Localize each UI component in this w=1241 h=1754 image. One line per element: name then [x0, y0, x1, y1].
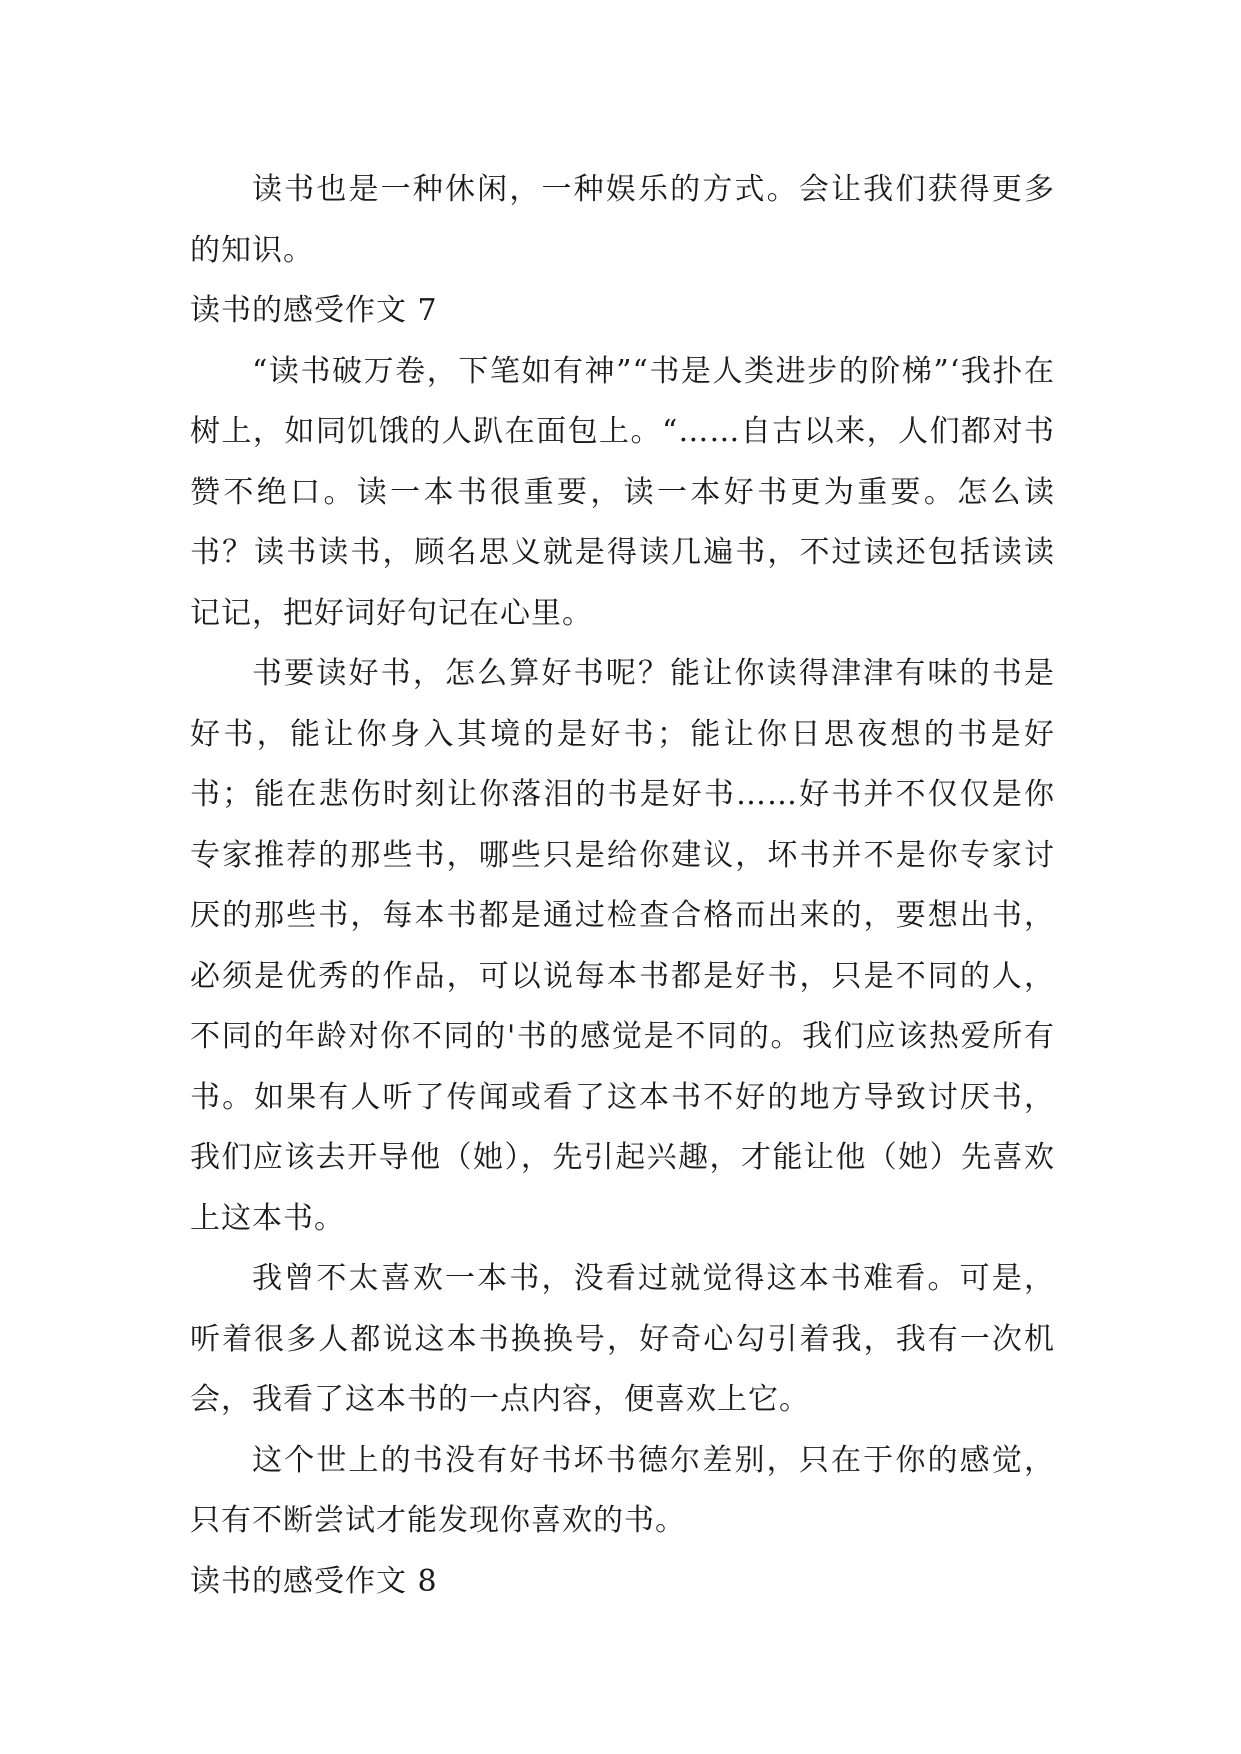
paragraph: 这个世上的书没有好书坏书德尔差别，只在于你的感觉，只有不断尝试才能发现你喜欢的书。	[190, 1442, 1055, 1538]
section-heading: 读书的感受作文 7	[190, 293, 438, 328]
section-heading: 读书的感受作文 8	[190, 1563, 438, 1599]
paragraph: 书要读好书，怎么算好书呢？能让你读得津津有味的书是好书，能让你身入其境的是好书；能让你日思夜想的书是好书；能在悲伤时刻让你落泪的书是好书……好书并不仅仅是你专家推荐的那些书，哪些只是给你建议，坏书并不是你专家讨厌的那些书，每本书都是通过检查合格而出来的，要想出书，必须是优秀的作品，可以说每本书都是好书，只是不同的人，不同的年龄对你不同的'书的感觉是不同的。我们应该热爱所有书。如果有人听了传闻或看了这本书不好的地方导致讨厌书，我们应该去开导他（她），先引起兴趣，才能让他（她）先喜欢上这本书。	[190, 656, 1055, 1236]
paragraph: 读书也是一种休闲，一种娱乐的方式。会让我们获得更多的知识。	[190, 172, 1055, 268]
paragraph: “读书破万卷，下笔如有神”“书是人类进步的阶梯”‘我扑在树上，如同饥饿的人趴在面包上。“……自古以来，人们都对书赞不绝口。读一本书很重要，读一本好书更为重要。怎么读书？读书读书，顾名思义就是得读几遍书，不过读还包括读读记记，把好词好句记在心里。	[190, 353, 1055, 631]
document-body	[190, 160, 1055, 1612]
paragraph: 我曾不太喜欢一本书，没看过就觉得这本书难看。可是，听着很多人都说这本书换换号，好奇心勾引着我，我有一次机会，我看了这本书的一点内容，便喜欢上它。	[190, 1261, 1055, 1417]
